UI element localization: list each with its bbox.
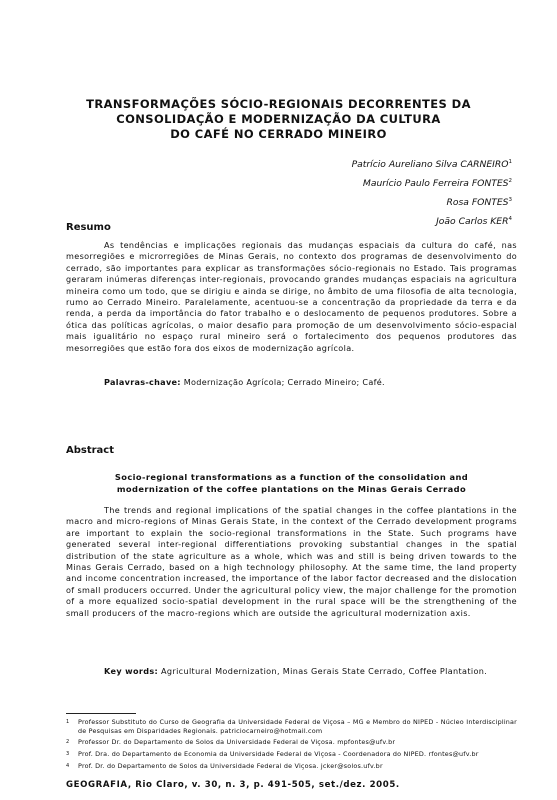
abstract-subtitle: Socio-regional transformations as a function of the consolidation and modernization of the coffee plantations on the Minas Gerais Cerrado	[114, 472, 469, 494]
journal-citation-footer: GEOGRAFIA, Rio Claro, v. 30, n. 3, p. 491-505, set./dez. 2005.	[66, 780, 400, 790]
title-line: DO CAFÉ NO CERRADO MINEIRO	[170, 127, 387, 141]
author: Rosa FONTES$^3$	[446, 197, 512, 209]
author: Maurício Paulo Ferreira FONTES$^2$	[362, 178, 512, 190]
author: João Carlos KER$^4$	[436, 216, 512, 228]
footnote: 2 Professor Dr. do Departamento de Solos da Universidade Federal de Viçosa. mpfontes@ufv.br	[66, 738, 396, 746]
resumo-text: As tendências e implicações regionais das mudanças espaciais da cultura do café, nas mesorregiões e microrregiões de Minas Gerais, no contexto dos programas de desenvolvimento do cerrado, são importantes para explicar as transformações sócio-regionais no Estado. Tais programas geraram inúmeras diferenças inter-regionais, provocando grandes mudanças espaciais na agricultura mineira como um todo, que se dirigiu e ainda se dirige, no âmbito de uma filosofia de alta tecnologia, rumo ao Cerrado Mineiro. Paralelamente, acentuou-se a concentração da propriedade da terra e da renda, a perda da importância do fator trabalho e o deslocamento de pequenos produtores. Sobre a ótica das políticas agrícolas, o maior desafio para promoção de um desenvolvimento sócio-espacial mais igualitário no espaço rural mineiro será o fortalecimento dos pequenos produtores das mesorregiões que estão fora dos eixos de modernização agrícola.	[66, 240, 517, 353]
title-line: CONSOLIDAÇÃO E MODERNIZAÇÃO DA CULTURA	[116, 112, 441, 126]
footnote: 4 Prof. Dr. do Departamento de Solos da Universidade Federal de Viçosa. jcker@solos.ufv.br	[66, 762, 383, 770]
footnote: 3 Prof. Dra. do Departamento de Economia da Universidade Federal de Viçosa - Coordenadora do NIPED. rfontes@ufv.br	[66, 750, 479, 758]
abstract-heading: Abstract	[66, 445, 115, 456]
article-title	[60, 97, 497, 142]
footnote-divider	[66, 713, 136, 714]
abstract-keywords: Key words: Agricultural Modernization, Minas Gerais State Cerrado, Coffee Plantation.	[104, 666, 488, 676]
author-list	[352, 154, 512, 230]
abstract-text: The trends and regional implications of the spatial changes in the coffee plantations in the macro and micro-regions of Minas Gerais State, in the context of the Cerrado development programs are important to explain the socio-regional transformations in the State. Such programs have generated several inter-regional differentiations provoking substantial changes in the spatial distribution of the state agriculture as a whole, which was and still is being driven towards to the Minas Gerais Cerrado, based on a high technology philosophy. At the same time, the land property and income concentration increased, the importance of the labor factor decreased and the dislocation of small producers occurred. Under the agricultural policy view, the major challenge for the promotion of a more equalized socio-spatial development in the rural space will be the strengthening of the small producers of the macro-regions which are outside the agricultural modernization axis.	[66, 505, 517, 618]
author: Patrício Aureliano Silva CARNEIRO$^1$	[351, 159, 512, 171]
resumo-heading: Resumo	[66, 222, 111, 233]
title-line: TRANSFORMAÇÕES SÓCIO-REGIONAIS DECORRENTES DA	[86, 97, 471, 111]
resumo-keywords: Palavras-chave: Modernização Agrícola; Cerrado Mineiro; Café.	[104, 377, 385, 387]
footnote: 1 Professor Substituto do Curso de Geografia da Universidade Federal de Viçosa – MG e Membro do NIPED - Núcleo Interdisciplinar de Pesquisas em Disparidades Regionais. patriciocarneiro@hotmail.com	[66, 718, 517, 735]
